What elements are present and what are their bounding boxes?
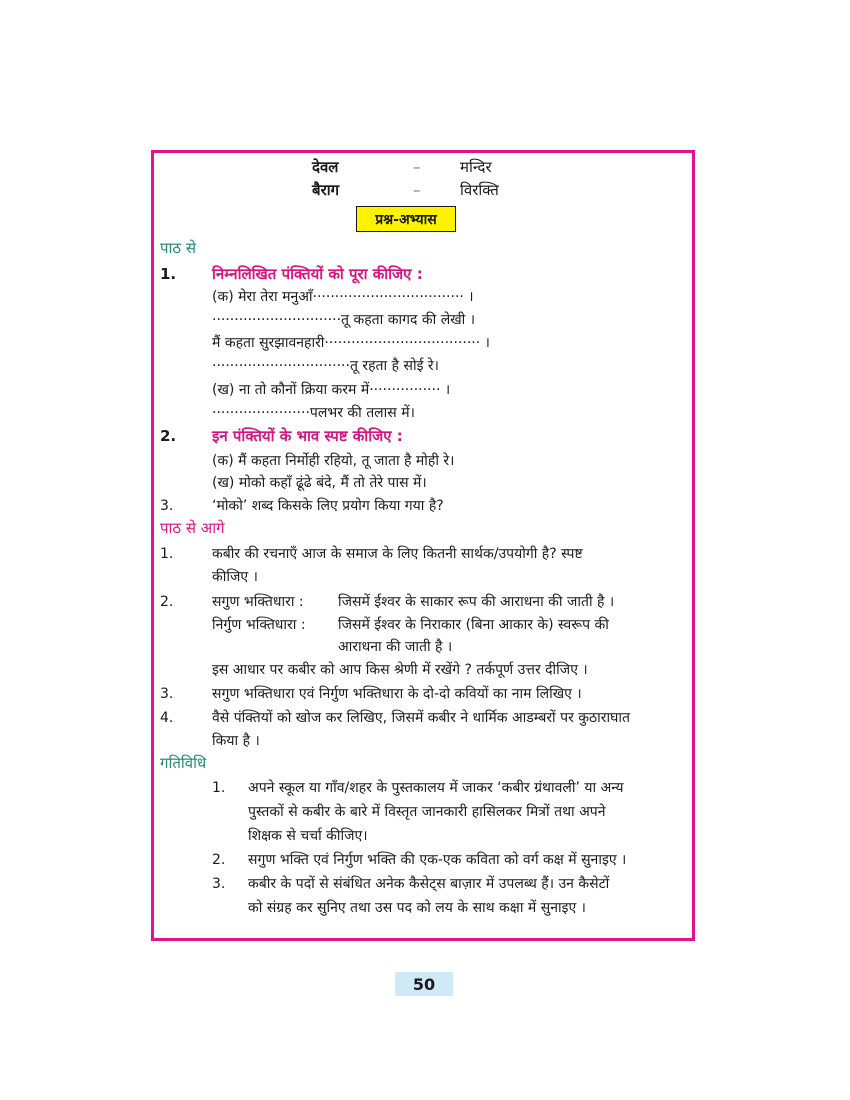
activity-1-line-1: अपने स्कूल या गाँव/शहर के पुस्तकालय में जाकर ‘कबीर ग्रंथावली’ या अन्य — [248, 780, 624, 796]
exercise-badge: प्रश्न-अभ्यास — [356, 206, 456, 232]
glossary-word-2: बैराग — [312, 181, 340, 199]
glossary-word-1: देवल — [312, 158, 339, 176]
nirguna-text-2: आराधना की जाती है । — [338, 639, 453, 655]
page-number: 50 — [395, 972, 453, 996]
q3-number: 3. — [160, 498, 174, 514]
aage-q3-number: 3. — [160, 686, 174, 702]
section-heading-path-se-aage: पाठ से आगे — [160, 519, 225, 537]
q1-line-4: ·······························तू रहता है सोई रे। — [212, 358, 439, 374]
glossary-dash-1: – — [413, 158, 421, 176]
nirguna-text-1: जिसमें ईश्वर के निराकार (बिना आकार के) स्वरूप की — [338, 617, 609, 633]
activity-2-number: 2. — [212, 852, 226, 868]
activity-3-number: 3. — [212, 876, 226, 892]
q2-line-1: (क) मैं कहता निर्मोही रहियो, तू जाता है मोही रे। — [212, 453, 455, 469]
q1-line-3: मैं कहता सुरझावनहारी··································· । — [212, 335, 490, 351]
aage-q4-line-1: वैसे पंक्तियों को खोज कर लिखिए, जिसमें कबीर ने धार्मिक आडम्बरों पर कुठाराघात — [212, 710, 630, 726]
activity-3-line-2: को संग्रह कर सुनिए तथा उस पद को लय के साथ कक्षा में सुनाइए । — [248, 900, 586, 916]
section-heading-path-se: पाठ से — [160, 239, 197, 257]
glossary-meaning-1: मन्दिर — [460, 158, 492, 176]
q1-title: निम्नलिखित पंक्तियों को पूरा कीजिए : — [212, 265, 423, 283]
activity-1-line-2: पुस्तकों से कबीर के बारे में विस्तृत जानकारी हासिलकर मित्रों तथा अपने — [248, 804, 606, 820]
nirguna-label: निर्गुण भक्तिधारा : — [212, 617, 306, 633]
q2-number: 2. — [160, 427, 177, 445]
aage-q2-number: 2. — [160, 594, 174, 610]
q2-title: इन पंक्तियों के भाव स्पष्ट कीजिए : — [212, 427, 403, 445]
aage-q1-line-2: कीजिए । — [212, 569, 258, 585]
q1-line-1: (क) मेरा तेरा मनुआँ·································· । — [212, 289, 474, 305]
q3-text: ‘मोको’ शब्द किसके लिए प्रयोग किया गया है? — [212, 498, 444, 514]
q1-line-2: ·····························तू कहता कागद की लेखी । — [212, 312, 476, 328]
activity-1-number: 1. — [212, 780, 226, 796]
aage-q2-conclusion: इस आधार पर कबीर को आप किस श्रेणी में रखेंगे ? तर्कपूर्ण उत्तर दीजिए । — [212, 662, 588, 678]
aage-q4-number: 4. — [160, 710, 174, 726]
q1-number: 1. — [160, 265, 177, 283]
activity-1-line-3: शिक्षक से चर्चा कीजिए। — [248, 828, 368, 844]
section-heading-activity: गतिविधि — [160, 754, 207, 772]
glossary-meaning-2: विरक्ति — [460, 181, 499, 199]
activity-3-line-1: कबीर के पदों से संबंधित अनेक कैसेट्स बाज़ार में उपलब्ध हैं। उन कैसेटों — [248, 876, 610, 892]
saguna-label: सगुण भक्तिधारा : — [212, 594, 304, 610]
aage-q1-line-1: कबीर की रचनाएँ आज के समाज के लिए कितनी सार्थक/उपयोगी है? स्पष्ट — [212, 546, 583, 562]
aage-q3-text: सगुण भक्तिधारा एवं निर्गुण भक्तिधारा के दो-दो कवियों का नाम लिखिए । — [212, 686, 582, 702]
aage-q4-line-2: किया है । — [212, 733, 260, 749]
q1-line-5: (ख) ना तो कौनों क्रिया करम में················ । — [212, 382, 451, 398]
saguna-text: जिसमें ईश्वर के साकार रूप की आराधना की जाती है । — [338, 594, 615, 610]
q2-line-2: (ख) मोको कहाँ ढूंढे बंदे, मैं तो तेरे पास में। — [212, 475, 427, 491]
activity-2-line-1: सगुण भक्ति एवं निर्गुण भक्ति की एक-एक कविता को वर्ग कक्ष में सुनाइए । — [248, 852, 627, 868]
glossary-dash-2: – — [413, 181, 421, 199]
aage-q1-number: 1. — [160, 546, 174, 562]
q1-line-6: ······················पलभर की तलास में। — [212, 405, 415, 421]
